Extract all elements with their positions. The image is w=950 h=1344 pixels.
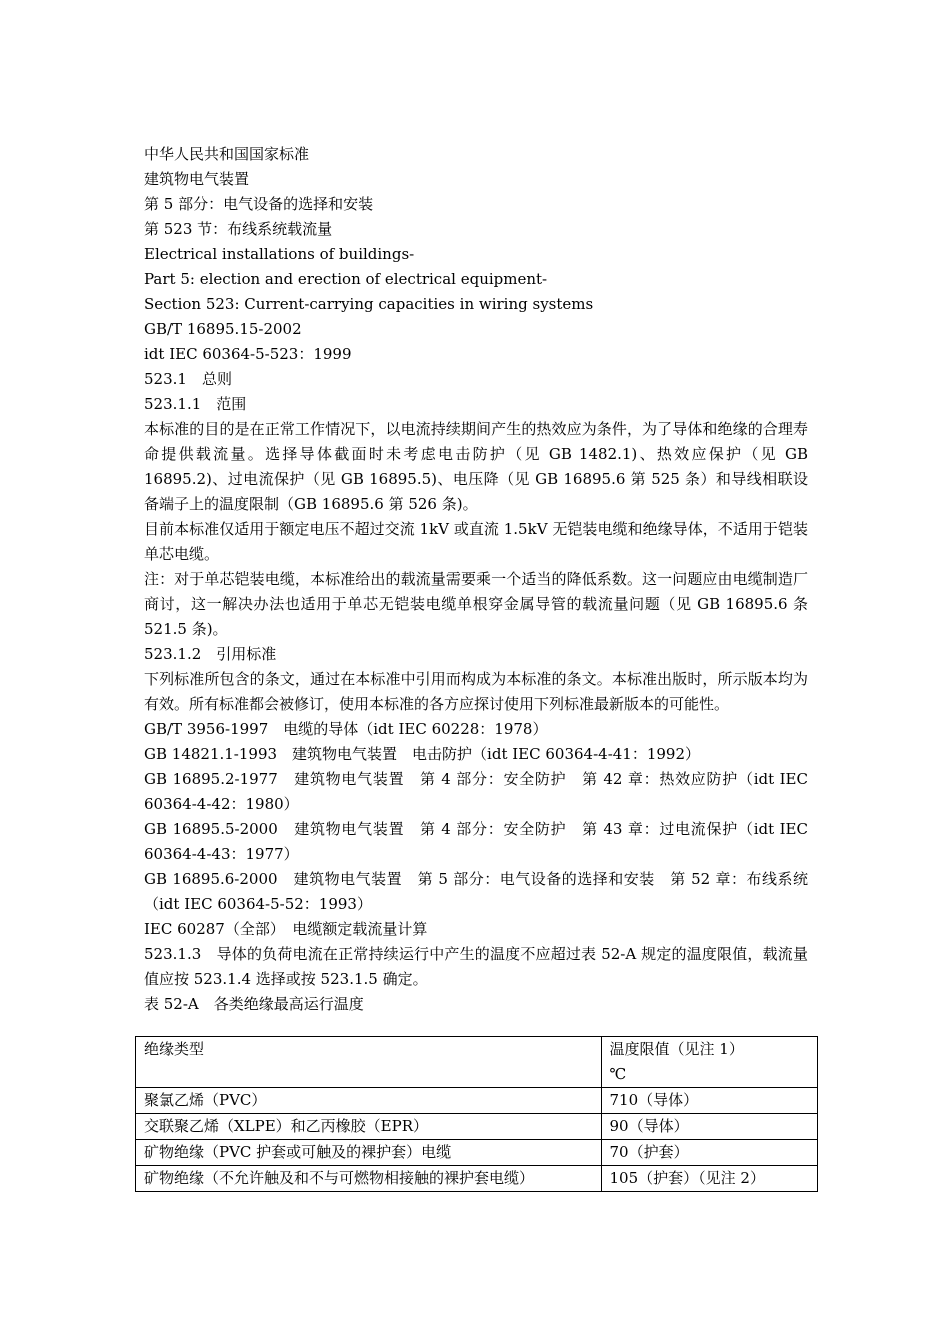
reference-item: GB 16895.2-1977 建筑物电气装置 第 4 部分：安全防护 第 42 章：热效应防护（idt IEC 60364-4-42：1980） [144,770,808,813]
standard-title-en: Electrical installations of buildings- [144,245,415,263]
heading-523-1: 523.1 总则 [144,370,232,388]
heading-523-1-1: 523.1.1 范围 [144,395,247,413]
table-header-cell [136,1037,602,1088]
reference-item: GB 16895.5-2000 建筑物电气装置 第 4 部分：安全防护 第 43 章：过电流保护（idt IEC 60364-4-43：1977） [144,820,808,863]
heading-523-1-2: 523.1.2 引用标准 [144,645,277,663]
table-cell-limit: 90（导体） [601,1114,817,1140]
header-insulation-type: 绝缘类型 [144,1040,205,1058]
table-row [136,1088,818,1114]
insulation-temperature-table [135,1036,818,1192]
table-row [136,1114,818,1140]
table-header-cell [601,1037,817,1088]
header-temperature-unit: ℃ [609,1065,627,1083]
table-cell-insulation: 矿物绝缘（PVC 护套或可触及的裸护套）电缆 [136,1140,602,1166]
table-cell-insulation: 矿物绝缘（不允许触及和不与可燃物相接触的裸护套电缆） [136,1166,602,1192]
table-cell-limit: 70（护套） [601,1140,817,1166]
standard-number: GB/T 16895.15-2002 [144,320,302,338]
table-row [136,1166,818,1192]
scope-paragraph: 本标准的目的是在正常工作情况下，以电流持续期间产生的热效应为条件，为了导体和绝缘的合理寿命提供载流量。选择导体截面时未考虑电击防护（见 GB 1482.1)、热效应保护（见 GB 16895.2)、过电流保护（见 GB 16895.5)、电压降（见 GB 16895.6 第 525 条）和导线相联设备端子上的温度限制（GB 16895.6 第 526 条)。 [144,420,808,513]
document-body [144,142,808,1017]
part-title-en: Part 5: election and erection of electrical equipment- [144,270,548,288]
table-cell-limit: 105（护套）（见注 2） [601,1166,817,1192]
reference-item: IEC 60287（全部） 电缆额定载流量计算 [144,920,428,938]
section-title-cn: 第 523 节：布线系统载流量 [144,220,333,238]
clause-523-1-3: 523.1.3 导体的负荷电流在正常持续运行中产生的温度不应超过表 52-A 规定的温度限值，载流量值应按 523.1.4 选择或按 523.1.5 确定。 [144,945,808,988]
scope-applicability-paragraph: 目前本标准仅适用于额定电压不超过交流 1kV 或直流 1.5kV 无铠装电缆和绝缘导体，不适用于铠装单芯电缆。 [144,520,808,563]
table-cell-insulation: 聚氯乙烯（PVC） [136,1088,602,1114]
part-title-cn: 第 5 部分：电气设备的选择和安装 [144,195,374,213]
reference-item: GB/T 3956-1997 电缆的导体（idt IEC 60228：1978） [144,720,548,738]
references-intro-paragraph: 下列标准所包含的条文，通过在本标准中引用而构成为本标准的条文。本标准出版时，所示版本均为有效。所有标准都会被修订，使用本标准的各方应探讨使用下列标准最新版本的可能性。 [144,670,808,713]
table-cell-insulation: 交联聚乙烯（XLPE）和乙丙橡胶（EPR） [136,1114,602,1140]
table-row [136,1140,818,1166]
table-caption: 表 52-A 各类绝缘最高运行温度 [144,995,364,1013]
section-title-en: Section 523: Current-carrying capacities in wiring systems [144,295,594,313]
reference-item: GB 16895.6-2000 建筑物电气装置 第 5 部分：电气设备的选择和安装 第 52 章：布线系统（idt IEC 60364-5-52：1993） [144,870,808,913]
iec-equivalence: idt IEC 60364-5-523：1999 [144,345,352,363]
reference-item: GB 14821.1-1993 建筑物电气装置 电击防护（idt IEC 60364-4-41：1992） [144,745,701,763]
header-temperature-limit: 温度限值（见注 1） [609,1040,744,1058]
standard-type: 中华人民共和国国家标准 [144,145,310,163]
table-cell-limit: 710（导体） [601,1088,817,1114]
scope-note: 注：对于单芯铠装电缆，本标准给出的载流量需要乘一个适当的降低系数。这一问题应由电缆制造厂商讨，这一解决办法也适用于单芯无铠装电缆单根穿金属导管的载流量问题（见 GB 16895.6 条 521.5 条)。 [144,570,808,638]
standard-title-cn: 建筑物电气装置 [144,170,250,188]
table-header-row [136,1037,818,1088]
